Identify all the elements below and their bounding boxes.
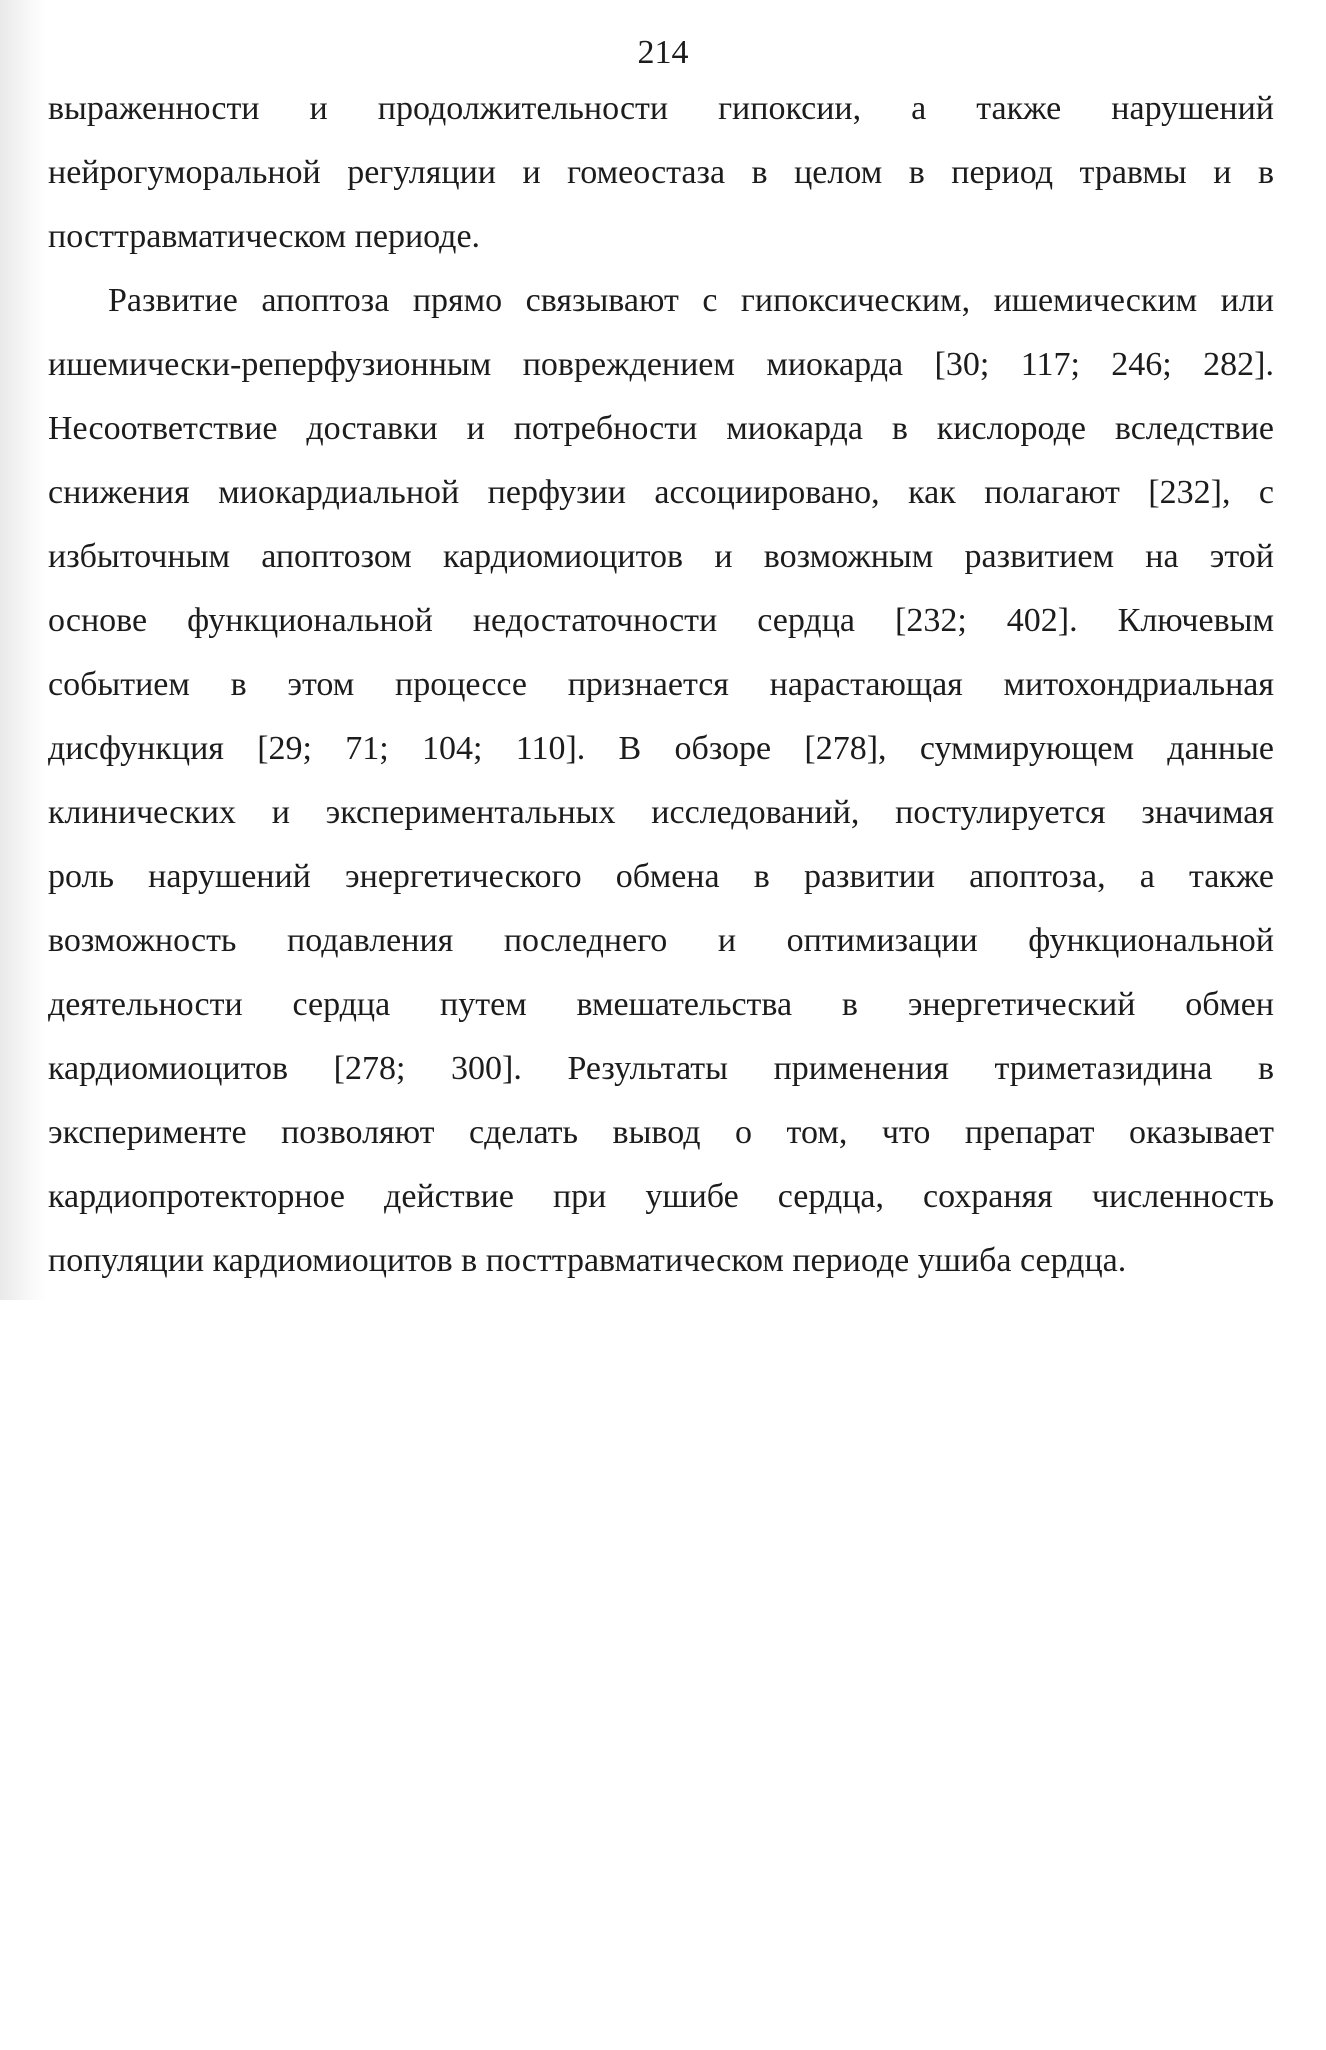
text-line: избыточным апоптозом кардиомиоцитов и возможным развитием на этой bbox=[48, 538, 1274, 575]
text-line: снижения миокардиальной перфузии ассоциировано, как полагают [232], с bbox=[48, 474, 1274, 511]
text-line: ишемически-реперфузионным повреждением миокарда [30; 117; 246; 282]. bbox=[48, 346, 1274, 383]
text-line: кардиомиоцитов [278; 300]. Результаты применения триметазидина в bbox=[48, 1050, 1274, 1087]
text-line: возможность подавления последнего и оптимизации функциональной bbox=[48, 922, 1274, 959]
text-line: Несоответствие доставки и потребности миокарда в кислороде вследствие bbox=[48, 410, 1274, 447]
text-line: популяции кардиомиоцитов в посттравматическом периоде ушиба сердца. bbox=[48, 1242, 1127, 1279]
text-line: событием в этом процессе признается нарастающая митохондриальная bbox=[48, 666, 1274, 703]
text-line: эксперименте позволяют сделать вывод о том, что препарат оказывает bbox=[48, 1114, 1274, 1151]
text-line: деятельности сердца путем вмешательства в энергетический обмен bbox=[48, 986, 1274, 1023]
text-line: дисфункция [29; 71; 104; 110]. В обзоре [278], суммирующем данные bbox=[48, 730, 1274, 767]
text-line: Развитие апоптоза прямо связывают с гипоксическим, ишемическим или bbox=[108, 282, 1274, 319]
text-line: кардиопротекторное действие при ушибе сердца, сохраняя численность bbox=[48, 1178, 1274, 1215]
page-number: 214 bbox=[637, 34, 689, 71]
text-line: роль нарушений энергетического обмена в развитии апоптоза, а также bbox=[48, 858, 1274, 895]
text-line: выраженности и продолжительности гипоксии, а также нарушений bbox=[48, 90, 1274, 127]
text-line: посттравматическом периоде. bbox=[48, 218, 481, 255]
text-line: нейрогуморальной регуляции и гомеостаза в целом в период травмы и в bbox=[48, 154, 1274, 191]
body-text bbox=[48, 82, 1274, 1298]
text-line: основе функциональной недостаточности сердца [232; 402]. Ключевым bbox=[48, 602, 1274, 639]
text-line: клинических и экспериментальных исследований, постулируется значимая bbox=[48, 794, 1274, 831]
scan-edge-shadow bbox=[0, 0, 46, 1300]
